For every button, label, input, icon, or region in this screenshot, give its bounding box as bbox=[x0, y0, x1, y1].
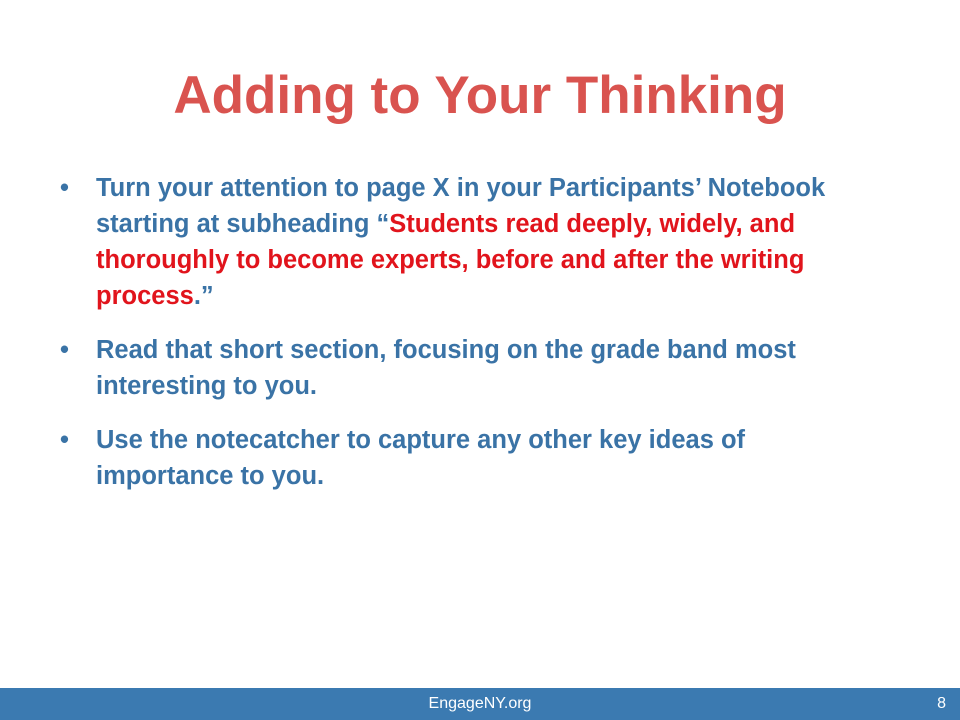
bullet-highlight-text: Students read deeply, widely, and thoroughly to become experts, before and after the writing process bbox=[96, 210, 805, 310]
bullet-text-before: Turn your attention to page X in your Participants’ Notebook starting at subheading “ bbox=[96, 174, 826, 238]
bullet-item-2 bbox=[58, 332, 878, 404]
bullet-dot: • bbox=[60, 336, 69, 364]
slide-title: Adding to Your Thinking bbox=[173, 66, 787, 125]
bullet-text-after: .” bbox=[193, 282, 214, 310]
bullet-text: Use the notecatcher to capture any other key ideas of importance to you. bbox=[96, 426, 746, 490]
footer-bar bbox=[0, 688, 960, 720]
bullet-dot: • bbox=[60, 174, 69, 202]
bullet-list bbox=[58, 170, 878, 512]
bullet-item-1 bbox=[58, 170, 878, 314]
bullet-text: Read that short section, focusing on the grade band most interesting to you. bbox=[96, 336, 796, 400]
page-number: 8 bbox=[937, 695, 946, 712]
bullet-item-3 bbox=[58, 422, 878, 494]
footer-site-name: EngageNY.org bbox=[428, 695, 532, 712]
bullet-dot: • bbox=[60, 426, 69, 454]
